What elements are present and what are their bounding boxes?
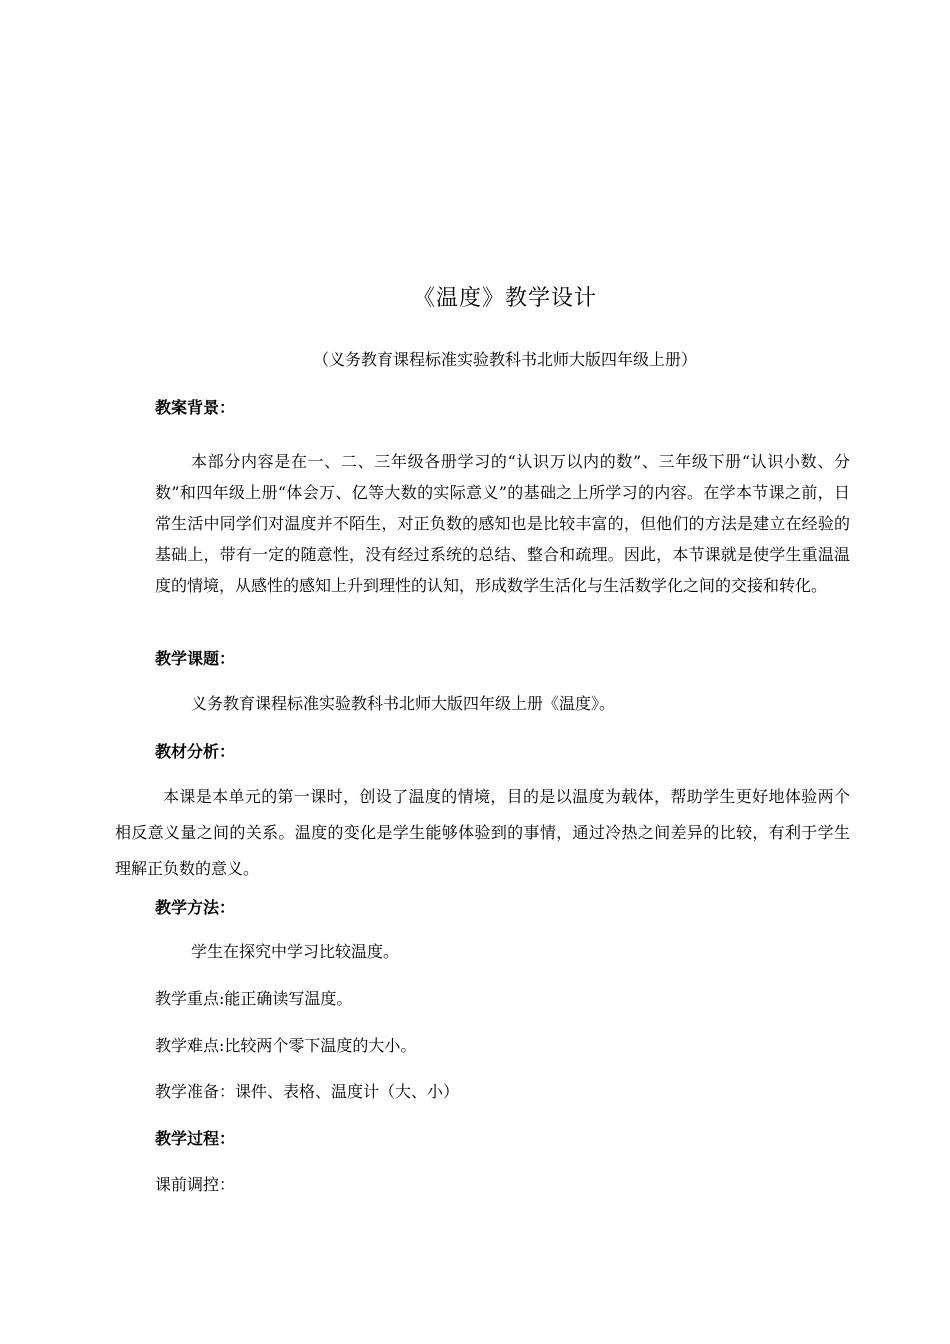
topic-heading: 教学课题： — [155, 649, 236, 668]
analysis-paragraph: 本课是本单元的第一课时，创设了温度的情境，目的是以温度为载体，帮助学生更好地体验两个相反意义量之间的关系。温度的变化是学生能够体验到的事情，通过冷热之间差异的比较，有利于学生理解正负数的意义。 — [115, 787, 850, 878]
document-title: 《温度》教学设计 — [412, 286, 597, 311]
difficulty-line: 教学难点:比较两个零下温度的大小。 — [155, 1036, 417, 1055]
method-heading: 教学方法： — [155, 898, 236, 917]
process-heading: 教学过程： — [155, 1129, 236, 1148]
method-text: 学生在探究中学习比较温度。 — [191, 942, 400, 961]
key-point-line: 教学重点:能正确读写温度。 — [155, 989, 353, 1008]
preparation-line: 教学准备：课件、表格、温度计（大、小） — [155, 1082, 460, 1101]
topic-text: 义务教育课程标准实验教科书北师大版四年级上册《温度》。 — [191, 694, 616, 713]
document-subtitle: （义务教育课程标准实验教科书北师大版四年级上册） — [312, 350, 697, 369]
analysis-heading: 教材分析： — [155, 742, 236, 761]
background-heading: 教案背景： — [155, 398, 236, 417]
background-paragraph: 本部分内容是在一、二、三年级各册学习的“认识万以内的数”、三年级下册“认识小数、分数”和四年级上册“体会万、亿等大数的实际意义”的基础之上所学习的内容。在学本节课之前，日常生活中同学们对温度并不陌生，对正负数的感知也是比较丰富的，但他们的方法是建立在经验的基础上，带有一定的随意性，没有经过系统的总结、整合和疏理。因此，本节课就是使学生重温温度的情境，从感性的感知上升到理性的认知，形成数学生活化与生活数学化之间的交接和转化。 — [155, 452, 850, 595]
process-first-item: 课前调控： — [155, 1175, 236, 1194]
